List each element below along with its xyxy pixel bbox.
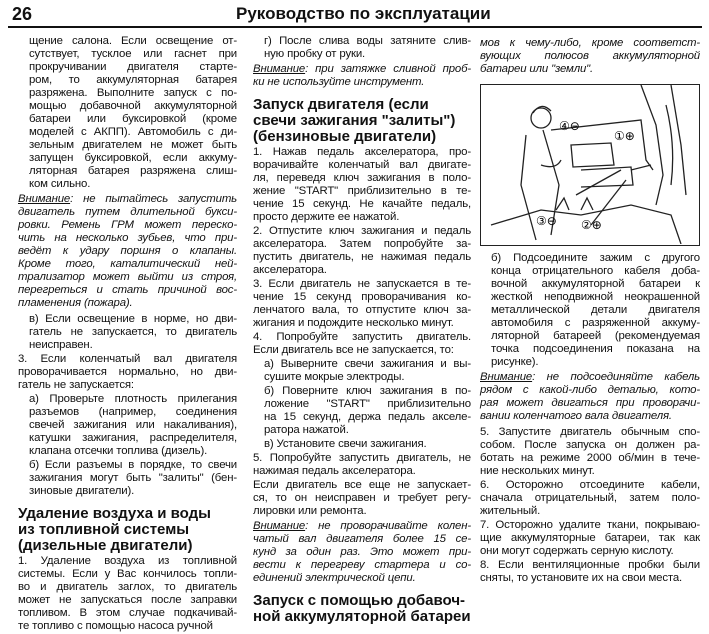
text-line: жигания и подождите несколько минут. [253, 317, 454, 329]
text-line: во и двигатель заглох, то двигатель [18, 581, 237, 593]
warning-label: Внимание [253, 520, 306, 532]
warning-text: : не проворачивайте колен- [305, 520, 471, 532]
warning-note [480, 37, 700, 76]
paragraph [480, 426, 700, 478]
text-line: 8. Если вентиляционные пробки были [480, 559, 700, 571]
paragraph [253, 452, 471, 478]
text-line: мов к чему-либо, кроме соответст- [480, 37, 700, 49]
text-line: катушки зажигания, распределителя, [29, 432, 237, 444]
text-line: ром, то аккумуляторная батарея [29, 74, 237, 86]
text-line: зельным двигателем не может быть [29, 139, 237, 151]
text-line: батареи или "земли". [480, 63, 594, 75]
warning-text: : не подсоединяйте кабель [532, 371, 700, 383]
text-line: 6. Осторожно отсоедините кабели, [480, 479, 700, 491]
text-line: Запуск двигателя (если [253, 96, 429, 113]
text-line [480, 371, 700, 384]
text-line: в) Если освещение в норме, но дви- [29, 313, 237, 325]
text-line: чить на несколько зубьев, что при- [18, 232, 237, 244]
text-line: г) После слива воды затяните слив- [264, 35, 471, 47]
text-line: трализатор может выйти из строя, [18, 271, 237, 283]
text-line: Кроме того, каталитический ней- [18, 258, 237, 270]
paragraph [253, 479, 471, 518]
text-line: единений электрической цепи. [253, 572, 416, 584]
text-line: перегреться и стать причиной вос- [18, 284, 237, 296]
text-line: гатель не запускается: [18, 379, 134, 391]
terminal-label: ④⊖ [559, 119, 580, 133]
text-line: ведёт к удару поршня о клапаны. [18, 245, 237, 257]
text-line: чение 15 секунд проворачивания ко- [253, 291, 471, 303]
text-line: гатель не запускается, то двигатель [29, 326, 237, 338]
paragraph [18, 313, 237, 352]
paragraph [253, 278, 471, 330]
text-line: ной аккумуляторной батареи [253, 608, 471, 625]
section-heading [253, 97, 471, 145]
text-line: может не запускаться после заправки [18, 594, 237, 606]
text-line: они могут содержать серную кислоту. [480, 545, 674, 557]
battery-jump-start-illustration [480, 84, 700, 246]
text-line: собом. После запуска он должен ра- [480, 439, 700, 451]
text-line: вании коленчатого вала двигателя. [480, 410, 672, 422]
paragraph [18, 35, 237, 191]
text-line: ную пробку от руки. [264, 48, 366, 60]
text-line: сушите мокрые электроды. [264, 371, 405, 383]
paragraph [18, 353, 237, 392]
text-line: ки не используйте инструмент. [253, 76, 425, 88]
text-line: разъемов (например, соединения [29, 406, 237, 418]
text-line [253, 520, 471, 533]
text-line: ляторной батареей (рекомендуемая [491, 330, 700, 342]
text-line: а) Проверьте плотность прилегания [29, 393, 237, 405]
text-line: ботать на режиме 2000 об/мин в тече- [480, 452, 700, 464]
text-line: точка подсоединения показана на [491, 343, 700, 355]
text-line [253, 63, 471, 76]
text-line: ком сильно. [29, 178, 91, 190]
text-line: 7. Осторожно удалите ткани, покрываю- [480, 519, 700, 531]
text-line: запущен буксировкой, если аккуму- [29, 152, 237, 164]
text-line: б) Если разъемы в порядке, то свечи [29, 459, 237, 471]
terminal-label: ②⊕ [581, 218, 602, 232]
paragraph [480, 559, 700, 585]
text-line: ся, то он неисправен и требует регу- [253, 492, 471, 504]
text-line: ровки. Ремень ГРМ может переско- [18, 219, 237, 231]
text-line: вующих полюсов аккумуляторной [480, 50, 700, 62]
text-line: конца отрицательного кабеля доба- [491, 265, 700, 277]
text-line: а) Выверните свечи зажигания и вы- [264, 358, 471, 370]
warning-text: : не пытайтесь запустить [70, 193, 237, 205]
text-line: на 15 секунд, держа педаль акселе- [264, 411, 471, 423]
text-line: пламенения (пожара). [18, 297, 133, 309]
text-line: 5. Попробуйте запустить двигатель, не [253, 452, 471, 464]
paragraph [253, 225, 471, 277]
section-heading [18, 506, 237, 554]
text-line: (бензиновые двигатели) [253, 128, 437, 145]
text-line: чение 15 секунд. Не качайте педаль, [253, 198, 471, 210]
paragraph [18, 393, 237, 458]
text-line: прокручивании двигателя стартe- [29, 61, 237, 73]
text-line: Если двигатель все еще не запускает- [253, 479, 471, 491]
paragraph [253, 146, 471, 224]
text-line: свечи зажигания "залиты") [253, 112, 456, 129]
warning-label: Внимание [253, 63, 306, 75]
paragraph [253, 438, 471, 451]
text-line: жение "START" приблизительно в те- [253, 185, 471, 197]
paragraph [480, 479, 700, 518]
paragraph [253, 331, 471, 357]
paragraph [18, 555, 237, 633]
text-line: б) Поверните ключ зажигания в по- [264, 385, 471, 397]
text-line: вочной аккумуляторной батареи к [491, 278, 700, 290]
text-line: Если двигатель все не запускается, то: [253, 344, 454, 356]
text-line: щие аккумуляторные батареи, так как [480, 532, 700, 544]
text-line: мощью добавочной аккумуляторной [29, 100, 237, 112]
warning-text: : при затяжке сливной проб- [305, 63, 471, 75]
text-line: разряжена. Выполните запуск с по- [29, 87, 237, 99]
column-3 [480, 35, 700, 586]
text-line: жительный. [480, 505, 541, 517]
warning-note [253, 63, 471, 89]
text-line: 1. Нажав педаль акселератора, про- [253, 146, 471, 158]
text-line: ложение "START" приблизительно [264, 398, 471, 410]
paragraph [253, 385, 471, 437]
warning-note [480, 371, 700, 423]
text-line: батареи или буксировкой (кроме [29, 113, 237, 125]
text-line: 4. Попробуйте запустить двигатель. [253, 331, 471, 343]
text-line: Удаление воздуха и воды [18, 505, 211, 522]
text-line: рядом с какой-либо деталью, кото- [480, 384, 700, 396]
text-line: зиновые двигатели). [29, 485, 135, 497]
text-line: ленчатого вала, то отпустите ключ за- [253, 304, 471, 316]
text-line: 1. Удаление воздуха из топливной [18, 555, 237, 567]
text-line: сняты, то установите их на свои места. [480, 572, 683, 584]
text-line: ляторная батарея разряжена слиш- [29, 165, 237, 177]
text-line: сначала отрицательный, затем поло- [480, 492, 700, 504]
text-line: моделей с АКПП). Автомобиль с ди- [29, 126, 237, 138]
column-1 [18, 35, 237, 634]
warning-label: Внимание [480, 371, 533, 383]
warning-note [253, 520, 471, 585]
text-line: свечей зажигания или накаливания), [29, 419, 237, 431]
text-line: 3. Если коленчатый вал двигателя [18, 353, 237, 365]
terminal-label: ①⊕ [614, 129, 635, 143]
text-line: металлической детали двигателя [491, 304, 700, 316]
text-line: двигатель путем длительной букси- [18, 206, 237, 218]
text-line: б) Подсоедините зажим с другого [491, 252, 700, 264]
text-line: вести к перегреву стартера и со- [253, 559, 471, 571]
terminal-labels [536, 119, 635, 232]
text-line: (дизельные двигатели) [18, 537, 193, 554]
paragraph [253, 358, 471, 384]
text-line: неисправен. [29, 339, 93, 351]
text-line: нажимая педаль акселератора. [253, 465, 416, 477]
page-header [8, 4, 702, 28]
text-line: ние нескольких минут. [480, 465, 595, 477]
text-line: Запуск с помощью добавоч- [253, 592, 466, 609]
text-line: те топливо с помощью насоса ручной [18, 620, 213, 632]
text-line: лировки или ремонта. [253, 505, 367, 517]
text-line [18, 193, 237, 206]
column-2 [253, 35, 471, 626]
text-line: автомобиля с разряженной аккуму- [491, 317, 700, 329]
text-line: 3. Если двигатель не запускается в те- [253, 278, 471, 290]
text-line: ля, переведя ключ зажигания в поло- [253, 172, 471, 184]
text-line: топливом. В этом случае подкачивай- [18, 607, 237, 619]
text-line: кунд за один раз. Это может при- [253, 546, 471, 558]
illustration-drawing [481, 85, 698, 244]
text-line: ворачивайте коленчатый вал двигате- [253, 159, 471, 171]
text-line: 5. Запустите двигатель обычным спо- [480, 426, 700, 438]
page-title: Руководство по эксплуатации [236, 4, 491, 23]
text-line: 2. Отпустите ключ зажигания и педаль [253, 225, 471, 237]
text-line: пустить двигатель, не нажимая педаль [253, 251, 471, 263]
text-line: рисунке). [491, 356, 539, 368]
text-line: щение салона. Если освещение от- [29, 35, 237, 47]
text-line: в) Установите свечи зажигания. [264, 438, 427, 450]
text-line: акселератора. [253, 264, 327, 276]
text-line: проворачивается нормально, но дви- [18, 366, 237, 378]
text-line: рая может двигаться при проворачи- [480, 397, 700, 409]
text-line: клапана отсечки топлива (дизель). [29, 445, 208, 457]
paragraph [480, 252, 700, 369]
paragraph [253, 35, 471, 61]
text-line: ратора нажатой. [264, 424, 349, 436]
text-line: чатый вал двигателя более 15 се- [253, 533, 471, 545]
paragraph [480, 519, 700, 558]
section-heading [253, 593, 471, 625]
text-line: жесткой неподвижной неокрашенной [491, 291, 700, 303]
warning-note [18, 193, 237, 310]
text-line: просто держите ее нажатой. [253, 211, 400, 223]
text-line: системы. Если у Вас кончилось топли- [18, 568, 237, 580]
terminal-label: ③⊖ [536, 214, 557, 228]
text-line: зажигания могут быть "залиты" (бен- [29, 472, 237, 484]
page-number: 26 [12, 4, 33, 24]
warning-label: Внимание [18, 193, 71, 205]
text-line: из топливной системы [18, 521, 190, 538]
text-line: акселератора. Затем попробуйте за- [253, 238, 471, 250]
text-line: сутствует, тусклое или гаснет при [29, 48, 237, 60]
paragraph [18, 459, 237, 498]
